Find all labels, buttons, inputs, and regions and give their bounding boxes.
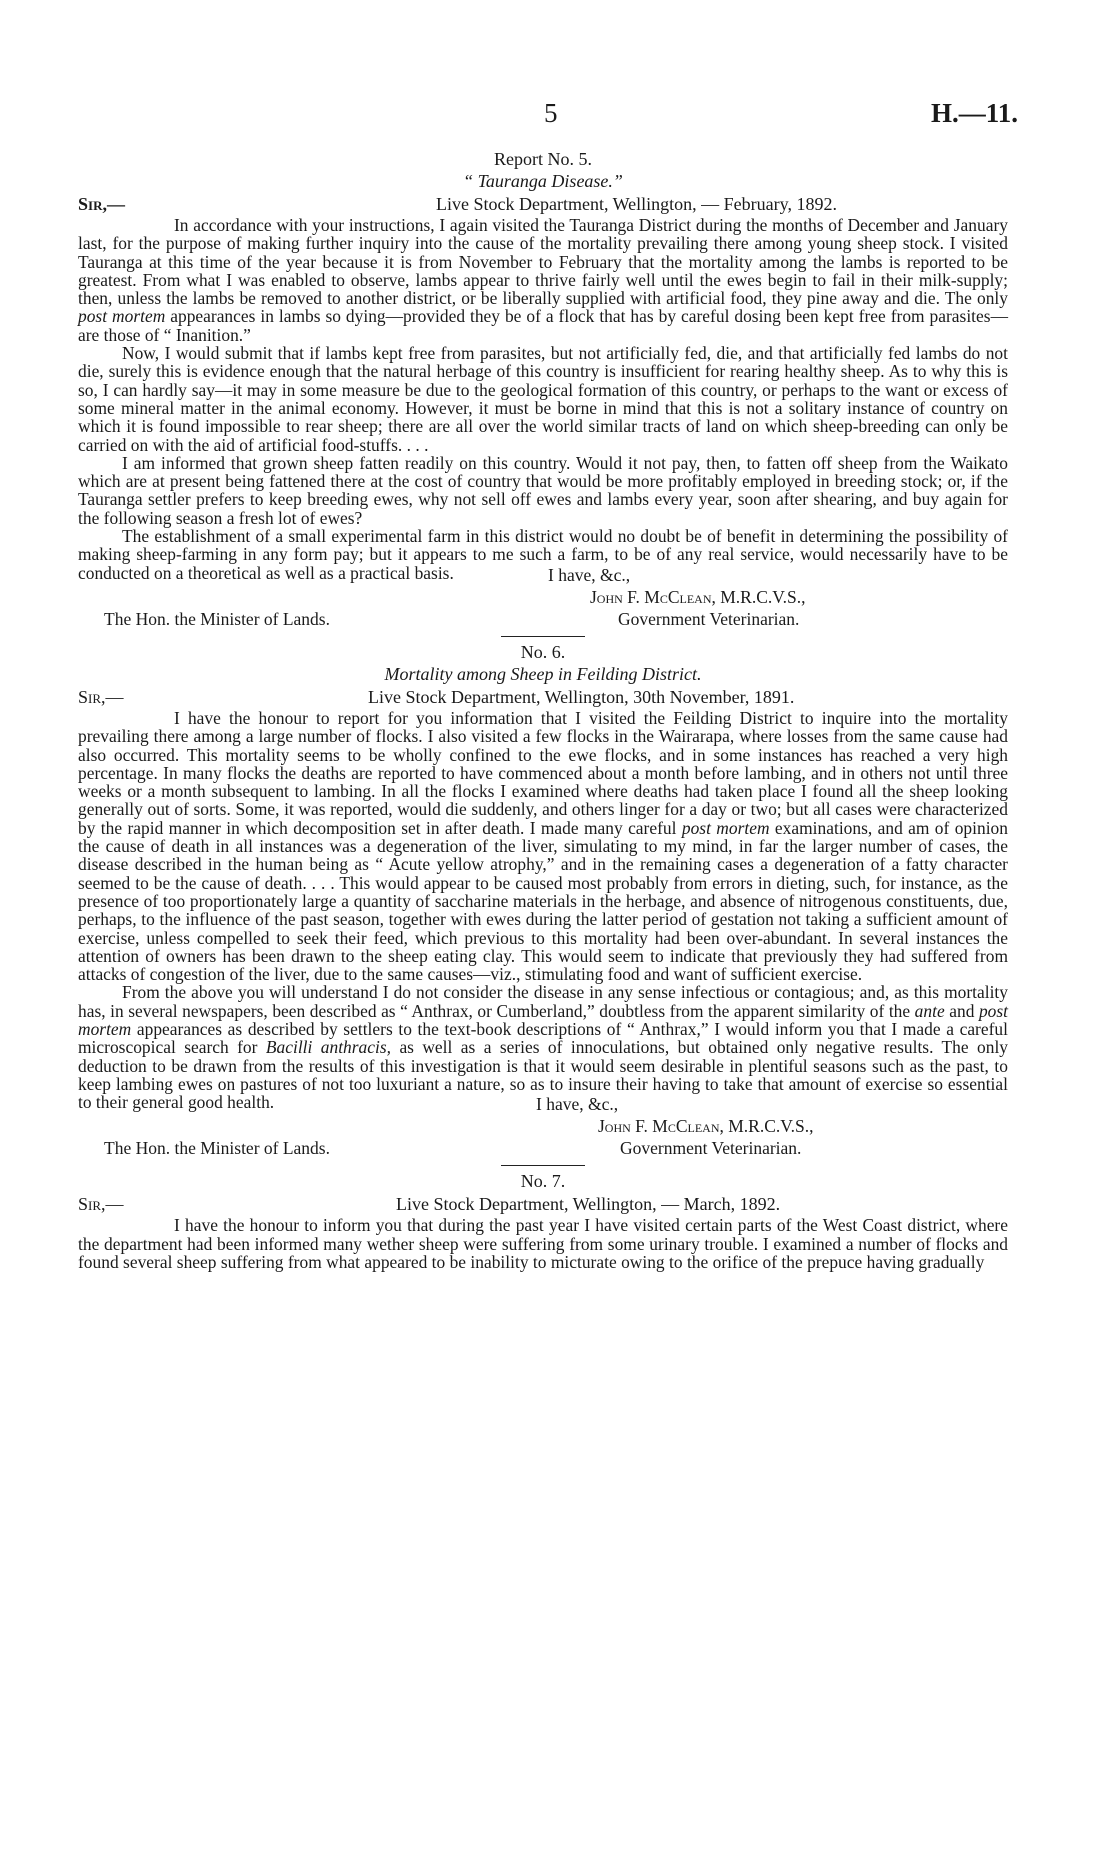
italic-term: post mortem [78,1000,1009,1039]
addressee-row [78,1137,1008,1159]
salutation: Sir,— [78,686,124,707]
dateline: Live Stock Department, Wellington, — March, 1892. [396,1194,781,1215]
report-6-subtitle: Mortality among Sheep in Feilding District. [384,663,702,684]
report-6-salutation-line [78,685,1008,709]
paragraph: I have the honour to report for you information that I visited the Feilding District to inquire into the mortality prevailing there among a large number of flocks. I also visited a few flocks in the Wairarapa, where losses from the same cause had also occurred. This mortality seems to be wholly confined to the ewe flocks, and in some instances has reached a very high percentage. In many flocks the deaths are reported to have commenced about a month before lambing, and in others not until three weeks or a month subsequent to lambing. In all the flocks I examined where deaths had taken place I found all the sheep looking generally out of sorts. Some, it was reported, would die suddenly, and others linger for a day or two; but all cases were characterized by the rapid manner in which decomposition set in after death. I made many careful post mortem examinations, and am of opinion the cause of death in all instances was a degeneration of the liver, simulating to my mind, in far the larger number of cases, the disease described in the human being as “ Acute yellow atrophy,” and in the remaining cases a degeneration of a fatty character seemed to be the cause of death. . . . This would appear to be caused most probably from errors in dieting, such, for instance, as the presence of too proportionately large a quantity of saccharine materials in the herbage, and absence of nitrogenous constituents, due, perhaps, to the influence of the past season, together with ewes during the latter period of gestation not taking a sufficient amount of exercise, unless compelled to seek their feed, which previous to this mortality had been over-abundant. In several instances the attention of owners has been drawn to the sheep eating clay. This would seem to indicate that previously they had suffered from attacks of congestion of the liver, due to the same causes—viz., stimulating food and want of sufficient exercise. [78,707,1008,985]
italic-term: ante [914,1000,945,1021]
section-divider [501,1165,585,1166]
dateline: Live Stock Department, Wellington, — February, 1892. [436,194,837,214]
italic-term: post mortem [78,306,166,327]
document-page [78,98,1018,1273]
document-code: H.—11. [930,98,1018,128]
dateline: Live Stock Department, Wellington, 30th November, 1891. [368,686,795,707]
addressee: The Hon. the Minister of Lands. [104,1138,330,1159]
section-divider [501,636,585,637]
signer-name: John F. McClean, M.R.C.V.S., [598,1116,814,1137]
report-5-subtitle: “ Tauranga Disease.” [463,171,623,191]
paragraph: I am informed that grown sheep fatten readily on this country. Would it not pay, then, to fatten off sheep from the Waikato which are at present being fattened there at the cost of country that would be more profitably employed in breeding stock; or, if the Tauranga settler prefers to keep breeding ewes, why not sell off ewes and lambs every year, soon after shearing, and buy again for the following season a fresh lot of ewes? [78,452,1008,528]
signature-row [78,586,1008,608]
report-6-body [78,709,1008,1112]
paragraph: In accordance with your instructions, I again visited the Tauranga District during the months of December and January last, for the purpose of making further inquiry into the cause of the mortality prevailing there among young sheep stock. I visited Tauranga at this time of the year because it is from November to February that the mortality among the lambs is reported to be greatest. From what I was enabled to observe, lambs appear to thrive fairly well until the ewes begin to fail in their milk-supply; then, unless the lambs be removed to another district, or be liberally supplied with artificial food, they pine away and die. The only post mortem appearances in lambs so dying—provided they be of a flock that has by careful dosing been kept free from parasites—are those of “ Inanition.” [78,215,1008,345]
report-7-body [78,1216,1008,1271]
signature-row [78,1115,1008,1137]
closing-row [78,1093,1008,1115]
signer-title: Government Veterinarian. [618,608,800,629]
closing-row [78,564,1008,586]
report-6 [78,641,1008,1160]
addressee: The Hon. the Minister of Lands. [104,608,330,629]
report-7-title: No. 7. [520,1171,566,1192]
report-6-title: No. 6. [520,641,566,662]
page-header [78,98,1018,148]
paragraph: I have the honour to inform you that during the past year I have visited certain parts of the West Coast district, where the department had been informed many wether sheep were suffering from some urinary trouble. I examined a number of flocks and found several sheep suffering from what appeared to be inability to micturate owing to the orifice of the prepuce having gradually [78,1215,1008,1273]
paragraph: From the above you will understand I do not consider the disease in any sense infectious or contagious; and, as this mortality has, in several newspapers, been described as “ Anthrax, or Cumberland,” doubtless from the apparent similarity of the ante and post mortem appearances as described by settlers to the text-book descriptions of “ Anthrax,” I would inform you that I made a careful microscopical search for Bacilli anthracis, as well as a series of innoculations, but obtained only negative results. The only deduction to be drawn from the results of this investigation is that it would seem desirable in plentiful seasons such as the past, to keep lambing ewes on pastures of not too luxuriant a nature, so as to insure their having to take that amount of exercise so essential to their general good health. [78,982,1009,1113]
salutation: Sir,— [78,194,125,214]
italic-term: Bacilli anthracis, [265,1037,392,1058]
report-5-title: Report No. 5. [494,149,592,169]
paragraph: The establishment of a small experimental farm in this district would no doubt be of benefit in determining the possibility of making sheep-farming in any form pay; but it appears to me such a farm, to be of any real service, would necessarily have to be conducted on a theoretical as well as a practical basis. [78,526,1008,583]
closing: I have, &c., [536,1094,619,1115]
italic-term: post mortem [681,817,770,838]
signer-title: Government Veterinarian. [620,1138,802,1159]
report-5-salutation-line [78,192,1008,216]
report-5 [78,148,1008,630]
page-number: 5 [544,98,558,128]
signer-name: John F. McClean, M.R.C.V.S., [590,586,806,607]
addressee-row [78,608,1008,630]
report-7-salutation-line [78,1192,1008,1216]
salutation: Sir,— [78,1194,124,1215]
paragraph: Now, I would submit that if lambs kept free from parasites, but not artificially fed, die, and that artificially fed lambs do not die, surely this is evidence enough that the natural herbage of this country is insufficient for rearing healthy sheep. As to why this is so, I can hardly say—it may in some measure be due to the geological formation of this country, or perhaps to the want or excess of some mineral matter in the animal economy. However, it must be borne in mind that this is not a solitary instance of country on which it is found impossible to rear sheep; there are all over the world similar tracts of land on which sheep-breeding can only be carried on with the aid of artificial food-stuffs. . . . [78,343,1008,455]
report-5-body [78,216,1008,582]
closing: I have, &c., [548,564,631,585]
report-7 [78,1170,1008,1271]
